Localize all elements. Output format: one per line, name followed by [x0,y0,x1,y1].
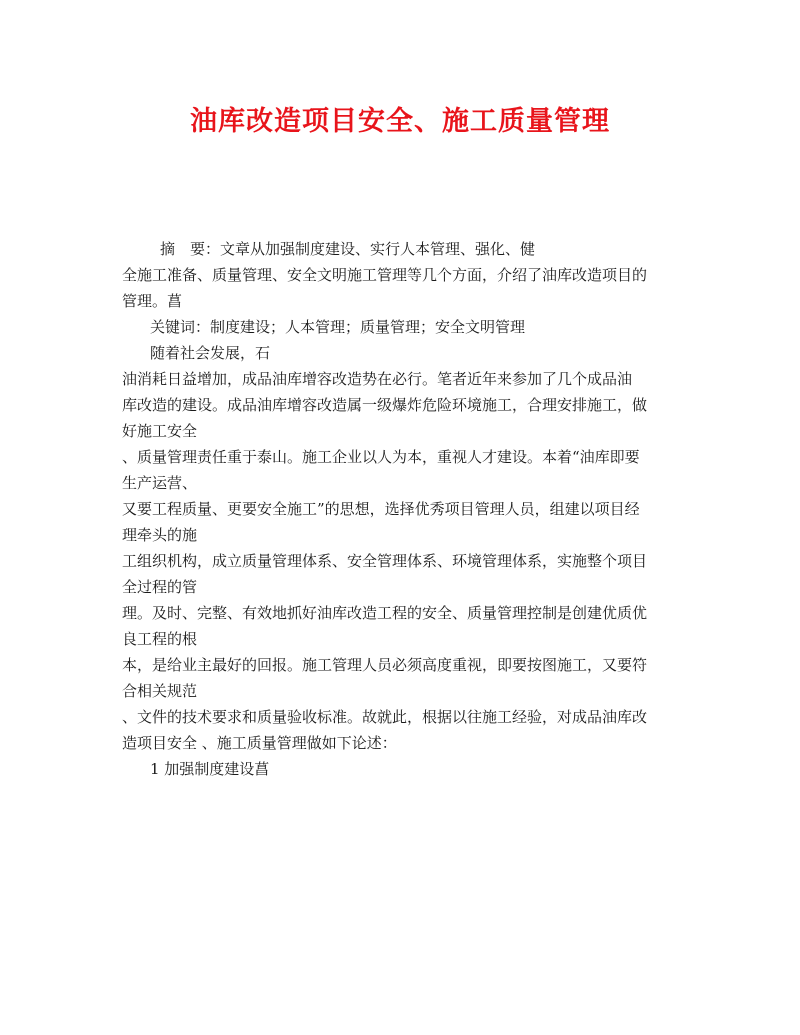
paragraph-line: 、质量管理责任重于泰山。施工企业以人为本，重视人才建设。本着“油库即要 [122,448,640,466]
paragraph-line: 本，是给业主最好的回报。施工管理人员必须高度重视，即要按图施工，又要符 [122,656,648,674]
paragraph-line: 合相关规范 [122,682,198,700]
paragraph-line: 随着社会发展，石 [150,344,271,362]
document-body [122,236,682,782]
abstract-line: 摘 要：文章从加强制度建设、实行人本管理、强化、健 [160,240,536,258]
paragraph-line: 全过程的管 [122,578,198,596]
paragraph-line: 工组织机构，成立质量管理体系、安全管理体系、环境管理体系，实施整个项目 [122,552,648,570]
paragraph-line: 、文件的技术要求和质量验收标准。故就此，根据以往施工经验，对成品油库改 [122,708,648,726]
section-heading: 1 加强制度建设菖 [150,760,270,778]
paragraph-line: 理牵头的施 [122,526,198,544]
paragraph-line: 好施工安全 [122,422,198,440]
paragraph-line: 油消耗日益增加，成品油库增容改造势在必行。笔者近年来参加了几个成品油 [122,370,633,388]
abstract-line: 全施工准备、质量管理、安全文明施工管理等几个方面，介绍了油库改造项目的 [122,266,648,284]
paragraph-line: 生产运营、 [122,474,198,492]
document-title: 油库改造项目安全、施工质量管理 [190,106,610,137]
paragraph-line: 良工程的根 [122,630,198,648]
paragraph-line: 造项目安全 、施工质量管理做如下论述： [122,734,397,752]
paragraph-line: 理。及时、完整、有效地抓好油库改造工程的安全、质量管理控制是创建优质优 [122,604,648,622]
keywords-line: 关键词：制度建设；人本管理；质量管理；安全文明管理 [150,318,526,336]
paragraph-line: 又要工程质量、更要安全施工”的思想，选择优秀项目管理人员，组建以项目经 [122,500,640,518]
abstract-line: 管理。菖 [122,292,183,310]
paragraph-line: 库改造的建设。成品油库增容改造属一级爆炸危险环境施工，合理安排施工，做 [122,396,648,414]
